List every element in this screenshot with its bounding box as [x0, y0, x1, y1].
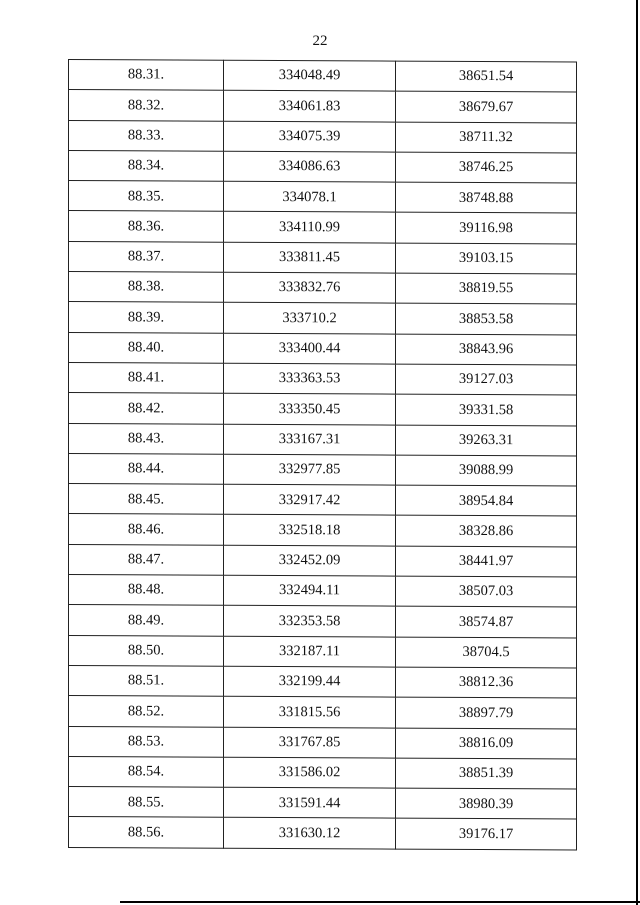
y-coordinate-cell: 38651.54	[396, 61, 577, 92]
table-row	[69, 181, 577, 214]
x-coordinate-cell: 332494.11	[224, 575, 396, 606]
point-number-cell: 88.46.	[69, 514, 224, 545]
x-coordinate-cell: 333400.44	[224, 333, 396, 364]
y-coordinate-cell: 38819.55	[396, 273, 577, 304]
table-row	[69, 484, 577, 517]
y-coordinate-cell: 39176.17	[396, 819, 577, 850]
y-coordinate-cell: 38980.39	[396, 788, 577, 819]
y-coordinate-cell: 39331.58	[396, 394, 577, 425]
table-row	[69, 60, 577, 93]
x-coordinate-cell: 332353.58	[224, 606, 396, 637]
point-number-cell: 88.49.	[69, 605, 224, 636]
point-number-cell: 88.53.	[69, 726, 224, 757]
x-coordinate-cell: 333710.2	[224, 303, 396, 334]
point-number-cell: 88.34.	[69, 150, 224, 181]
x-coordinate-cell: 334075.39	[224, 121, 396, 152]
point-number-cell: 88.38.	[69, 272, 224, 303]
coordinates-table-body	[69, 60, 577, 850]
x-coordinate-cell: 334110.99	[224, 212, 396, 243]
y-coordinate-cell: 38843.96	[396, 334, 577, 365]
table-row	[69, 332, 577, 365]
point-number-cell: 88.39.	[69, 302, 224, 333]
x-coordinate-cell: 333363.53	[224, 363, 396, 394]
point-number-cell: 88.42.	[69, 393, 224, 424]
page-edge-right	[636, 0, 638, 905]
table-row	[69, 90, 577, 123]
table-row	[69, 575, 577, 608]
x-coordinate-cell: 331630.12	[224, 818, 396, 849]
table-row	[69, 665, 577, 698]
table-row	[69, 302, 577, 335]
y-coordinate-cell: 38816.09	[396, 728, 577, 759]
y-coordinate-cell: 38851.39	[396, 758, 577, 789]
y-coordinate-cell: 38746.25	[396, 152, 577, 183]
x-coordinate-cell: 332977.85	[224, 454, 396, 485]
coordinates-table-container	[68, 59, 576, 850]
table-row	[69, 453, 577, 486]
point-number-cell: 88.43.	[69, 423, 224, 454]
point-number-cell: 88.47.	[69, 544, 224, 575]
y-coordinate-cell: 38328.86	[396, 516, 577, 547]
y-coordinate-cell: 38897.79	[396, 697, 577, 728]
x-coordinate-cell: 332187.11	[224, 636, 396, 667]
table-row	[69, 423, 577, 456]
table-row	[69, 120, 577, 153]
x-coordinate-cell: 331767.85	[224, 727, 396, 758]
point-number-cell: 88.32.	[69, 90, 224, 121]
x-coordinate-cell: 333832.76	[224, 272, 396, 303]
point-number-cell: 88.36.	[69, 211, 224, 242]
y-coordinate-cell: 38679.67	[396, 91, 577, 122]
point-number-cell: 88.48.	[69, 575, 224, 606]
table-row	[69, 241, 577, 274]
y-coordinate-cell: 38441.97	[396, 546, 577, 577]
x-coordinate-cell: 332917.42	[224, 484, 396, 515]
x-coordinate-cell: 333350.45	[224, 394, 396, 425]
point-number-cell: 88.35.	[69, 181, 224, 212]
point-number-cell: 88.41.	[69, 362, 224, 393]
table-row	[69, 362, 577, 395]
point-number-cell: 88.33.	[69, 120, 224, 151]
point-number-cell: 88.56.	[69, 817, 224, 848]
y-coordinate-cell: 39127.03	[396, 364, 577, 395]
y-coordinate-cell: 38748.88	[396, 182, 577, 213]
x-coordinate-cell: 331591.44	[224, 787, 396, 818]
table-row	[69, 211, 577, 244]
point-number-cell: 88.37.	[69, 241, 224, 272]
x-coordinate-cell: 331586.02	[224, 757, 396, 788]
y-coordinate-cell: 38812.36	[396, 667, 577, 698]
y-coordinate-cell: 38711.32	[396, 122, 577, 153]
x-coordinate-cell: 334078.1	[224, 181, 396, 212]
table-row	[69, 756, 577, 789]
table-row	[69, 635, 577, 668]
y-coordinate-cell: 38507.03	[396, 576, 577, 607]
point-number-cell: 88.54.	[69, 756, 224, 787]
table-row	[69, 150, 577, 183]
coordinates-table	[68, 59, 577, 850]
x-coordinate-cell: 332199.44	[224, 666, 396, 697]
table-row	[69, 393, 577, 426]
x-coordinate-cell: 332518.18	[224, 515, 396, 546]
x-coordinate-cell: 334048.49	[224, 60, 396, 91]
table-row	[69, 817, 577, 850]
x-coordinate-cell: 332452.09	[224, 545, 396, 576]
table-row	[69, 787, 577, 820]
table-row	[69, 605, 577, 638]
point-number-cell: 88.45.	[69, 484, 224, 515]
y-coordinate-cell: 39116.98	[396, 213, 577, 244]
x-coordinate-cell: 333167.31	[224, 424, 396, 455]
point-number-cell: 88.51.	[69, 665, 224, 696]
table-row	[69, 272, 577, 305]
x-coordinate-cell: 334061.83	[224, 91, 396, 122]
point-number-cell: 88.52.	[69, 696, 224, 727]
x-coordinate-cell: 331815.56	[224, 696, 396, 727]
table-row	[69, 696, 577, 729]
y-coordinate-cell: 39103.15	[396, 243, 577, 274]
x-coordinate-cell: 333811.45	[224, 242, 396, 273]
page-edge-bottom	[120, 901, 640, 903]
y-coordinate-cell: 39088.99	[396, 455, 577, 486]
y-coordinate-cell: 38954.84	[396, 485, 577, 516]
table-row	[69, 514, 577, 547]
y-coordinate-cell: 38704.5	[396, 637, 577, 668]
point-number-cell: 88.40.	[69, 332, 224, 363]
y-coordinate-cell: 38853.58	[396, 303, 577, 334]
x-coordinate-cell: 334086.63	[224, 151, 396, 182]
point-number-cell: 88.31.	[69, 60, 224, 91]
page-number: 22	[312, 33, 328, 49]
y-coordinate-cell: 38574.87	[396, 606, 577, 637]
table-row	[69, 544, 577, 577]
y-coordinate-cell: 39263.31	[396, 425, 577, 456]
point-number-cell: 88.50.	[69, 635, 224, 666]
table-row	[69, 726, 577, 759]
point-number-cell: 88.55.	[69, 787, 224, 818]
point-number-cell: 88.44.	[69, 453, 224, 484]
